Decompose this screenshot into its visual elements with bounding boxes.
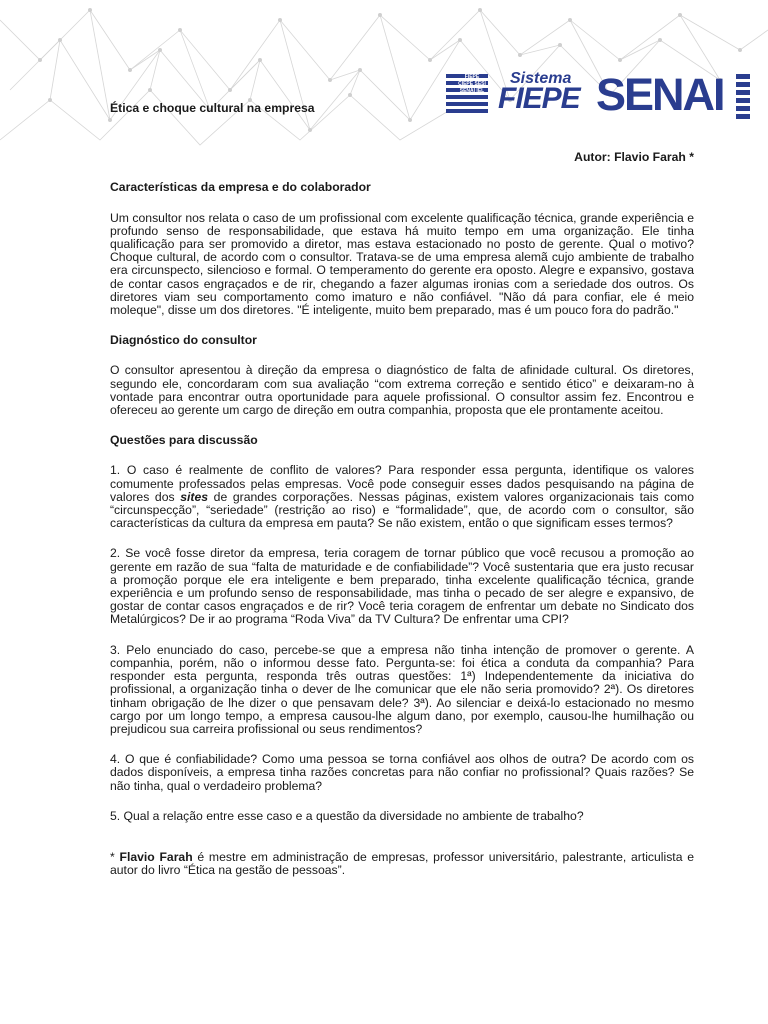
footnote-star: *: [110, 849, 120, 864]
question-1: [110, 464, 694, 530]
logo-senai-text: SENAI: [596, 69, 724, 120]
question-1-part-a: 1. O caso é realmente de conflito de valores? Para responder essa pergunta, identifique os valores comumente professados pelas empresas. Você pode conseguir esses dados pesquisando na página de valores dos: [110, 463, 694, 504]
logo-fiepe-text: FIEPE: [498, 82, 580, 115]
section-heading-questions: Questões para discussão: [110, 433, 258, 448]
logo-bars: [736, 74, 750, 122]
question-2: 2. Se você fosse diretor da empresa, teria coragem de tornar público que você recusou a promoção ao gerente em razão de sua “falta de maturidade e de confiabilidade”? Você sustentaria que era justo recusar a promoção porque ele era inteligente e bem preparado, tinha excelente qualificação técnica, grande experiência e um profundo senso de responsabilidade, mas tinha o pecado de ser alegre e expansivo, de gostar de contar casos engraçados e de rir? Você teria coragem de enfrentar um debate no Sindicato dos Metalúrgicos? De ir ao programa “Roda Viva” da TV Cultura? De enfrentar uma CPI?: [110, 546, 694, 627]
logo-sistema-text: Sistema: [510, 70, 572, 87]
document-author: Autor: Flavio Farah *: [574, 150, 694, 165]
logo-stripe-text: FIEPE CIEPE SESI SENAI IEL: [458, 74, 486, 94]
question-1-part-b: de grandes corporações. Nessas páginas, existem valores organizacionais tais como “circunspecção”, “seriedade” (restrição ao riso) e “formalidade”, que, de acordo com o consultor, são características da cultura da empresa em pauta? Se não existem, então o que significam esses termos?: [110, 489, 694, 531]
footnote-text: é mestre em administração de empresas, professor universitário, palestrante, articulista e autor do livro “Ética na gestão de pessoas”.: [110, 849, 694, 878]
document-body: [110, 102, 694, 877]
document-title: Ética e choque cultural na empresa: [110, 101, 315, 115]
question-4: 4. O que é confiabilidade? Como uma pessoa se torna confiável aos olhos de outra? De acordo com os dados disponíveis, a empresa tinha razões concretas para não confiar no profissional? Quais razões? Se não tinha, qual o verdadeiro problema?: [110, 752, 694, 793]
paragraph-diagnosis: O consultor apresentou à direção da empresa o diagnóstico de falta de afinidade cultural. Os diretores, segundo ele, concordaram com sua avaliação “com extrema correção e sentido ético” e deixaram-no à vontade para encontrar outra oportunidade para aquele profissional. O consultor assim fez. Encontrou e ofereceu ao gerente um cargo de direção em outra companhia, proposta que ele prontamente aceitou.: [110, 363, 694, 418]
section-heading-diagnosis: Diagnóstico do consultor: [110, 333, 257, 348]
question-1-sites: sites: [180, 489, 209, 504]
footnote: [110, 851, 694, 877]
footnote-name: Flavio Farah: [119, 849, 193, 864]
question-5: 5. Qual a relação entre esse caso e a questão da diversidade no ambiente de trabalho?: [110, 808, 584, 823]
section-heading-characteristics: Características da empresa e do colaborador: [110, 180, 371, 195]
paragraph-characteristics: Um consultor nos relata o caso de um profissional com excelente qualificação técnica, grande experiência e profundo senso de responsabilidade, que estava há muito tempo em uma organização. Ele tinha qualificação para ser promovido a diretor, mas estava estacionado no posto de gerente. Qual o motivo? Choque cultural, de acordo com o consultor. Tratava-se de uma empresa alemã cujo ambiente de trabalho era circunspecto, silencioso e formal. O temperamento do gerente era oposto. Alegre e expansivo, gostava de contar casos engraçados e de rir, chegando a fazer algumas ironias com a seriedade dos outros. Os diretores viam seu comportamento como imaturo e não confiável. "Não dá para confiar, ele é meio moleque", disse um dos diretores. "É inteligente, muito bem preparado, mas é um pouco fora do padrão.": [110, 210, 694, 318]
question-3: 3. Pelo enunciado do caso, percebe-se que a empresa não tinha intenção de promover o gerente. A companhia, porém, não o informou desse fato. Pergunta-se: foi ética a conduta da companhia? Para responder esta pergunta, responda três outras questões: 1ª) Independentemente da iniciativa do profissional, a organização tinha o dever de lhe comunicar que ele não seria promovido? 2ª). Os diretores tinham obrigação de lhe dizer o que pensavam dele? 3ª). Ao silenciar e deixá-lo estacionado no mesmo cargo por um longo tempo, a empresa causou-lhe algum dano, por exemplo, causou-lhe humilhação ou prejudicou sua carreira profissional ou seus rendimentos?: [110, 642, 694, 736]
